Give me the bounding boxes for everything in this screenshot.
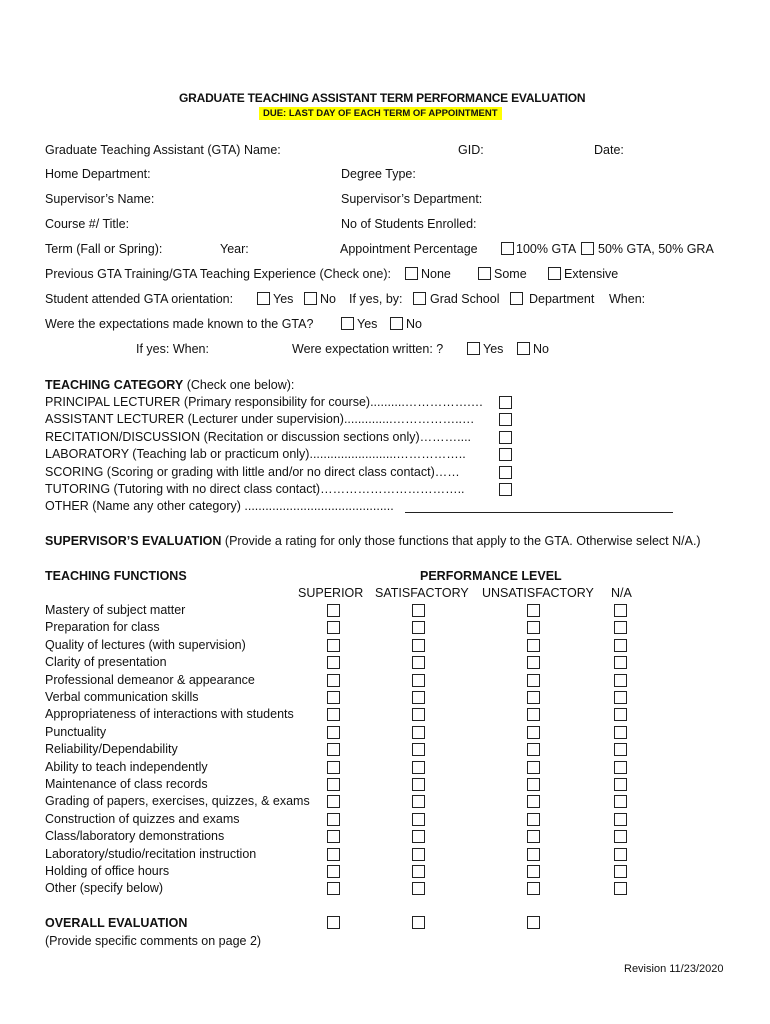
- function-item-label: Punctuality: [45, 724, 107, 739]
- orientation-no-label: No: [320, 292, 336, 306]
- function-na-checkbox[interactable]: [614, 743, 627, 756]
- function-unsatisfactory-checkbox[interactable]: [527, 639, 540, 652]
- function-satisfactory-checkbox[interactable]: [412, 674, 425, 687]
- date-label: Date:: [594, 143, 624, 157]
- function-item-label: Maintenance of class records: [45, 777, 208, 791]
- term-label: Term (Fall or Spring):: [45, 242, 163, 256]
- category-item-checkbox[interactable]: [499, 483, 512, 496]
- function-satisfactory-checkbox[interactable]: [412, 778, 425, 791]
- function-satisfactory-checkbox[interactable]: [412, 604, 425, 617]
- function-superior-checkbox[interactable]: [327, 778, 340, 791]
- function-item-label: Class/laboratory demonstrations: [45, 829, 225, 844]
- expectations-known-label: Were the expectations made known to the GTA?: [45, 317, 314, 331]
- function-item-label: Clarity of presentation: [45, 655, 167, 670]
- orientation-no-checkbox[interactable]: [304, 292, 317, 305]
- course-title-label: Course #/ Title:: [45, 217, 130, 231]
- degree-type-label: Degree Type:: [341, 167, 416, 181]
- function-na-checkbox[interactable]: [614, 761, 627, 774]
- training-extensive-label: Extensive: [564, 267, 619, 281]
- function-superior-checkbox[interactable]: [327, 761, 340, 774]
- function-na-checkbox[interactable]: [614, 708, 627, 721]
- function-na-checkbox[interactable]: [614, 795, 627, 808]
- function-satisfactory-checkbox[interactable]: [412, 726, 425, 739]
- category-item-label: LABORATORY (Teaching lab or practicum only).........................……………..: [45, 447, 466, 462]
- function-superior-checkbox[interactable]: [327, 604, 340, 617]
- expectations-no-checkbox[interactable]: [390, 317, 403, 330]
- function-na-checkbox[interactable]: [614, 882, 627, 895]
- category-item-checkbox[interactable]: [499, 448, 512, 461]
- due-notice: [259, 108, 502, 119]
- teaching-category-note: (Check one below):: [186, 378, 295, 392]
- department-checkbox[interactable]: [510, 292, 523, 305]
- supervisor-eval-heading: [45, 534, 701, 548]
- function-superior-checkbox[interactable]: [327, 795, 340, 808]
- expectations-yes-label: Yes: [357, 317, 378, 331]
- training-some-label: Some: [494, 267, 527, 281]
- function-unsatisfactory-checkbox[interactable]: [527, 882, 540, 895]
- gid-label: GID:: [458, 143, 484, 157]
- function-na-checkbox[interactable]: [614, 813, 627, 826]
- revision-date: Revision 11/23/2020: [624, 963, 724, 975]
- if-yes-by-label: If yes, by:: [349, 292, 403, 306]
- written-no-checkbox[interactable]: [517, 342, 530, 355]
- function-superior-checkbox[interactable]: [327, 691, 340, 704]
- function-superior-checkbox[interactable]: [327, 621, 340, 634]
- function-na-checkbox[interactable]: [614, 865, 627, 878]
- function-item-label: Construction of quizzes and exams: [45, 811, 240, 826]
- function-item-label: Appropriateness of interactions with students: [45, 707, 294, 722]
- function-item-label: Holding of office hours: [45, 864, 170, 878]
- function-item-label: Verbal communication skills: [45, 690, 199, 704]
- function-unsatisfactory-checkbox[interactable]: [527, 708, 540, 721]
- supervisor-eval-note: (Provide a rating for only those functions that apply to the GTA. Otherwise select N/A.): [224, 534, 701, 548]
- appointment-100-label: 100% GTA: [516, 242, 577, 256]
- function-item-label: Professional demeanor & appearance: [45, 672, 255, 687]
- function-satisfactory-checkbox[interactable]: [412, 882, 425, 895]
- function-na-checkbox[interactable]: [614, 848, 627, 861]
- students-enrolled-label: No of Students Enrolled:: [341, 217, 477, 231]
- function-superior-checkbox[interactable]: [327, 882, 340, 895]
- category-item-label: SCORING (Scoring or grading with little and/or no direct class contact)……: [45, 464, 460, 479]
- teaching-functions-heading: TEACHING FUNCTIONS: [45, 569, 187, 583]
- function-unsatisfactory-checkbox[interactable]: [527, 813, 540, 826]
- function-superior-checkbox[interactable]: [327, 639, 340, 652]
- orientation-yes-label: Yes: [273, 292, 294, 306]
- overall-satisfactory-checkbox[interactable]: [412, 916, 425, 929]
- function-satisfactory-checkbox[interactable]: [412, 639, 425, 652]
- col-na-header: N/A: [611, 586, 632, 600]
- function-superior-checkbox[interactable]: [327, 743, 340, 756]
- expectations-no-label: No: [406, 317, 422, 331]
- appointment-percentage-label: Appointment Percentage: [340, 242, 478, 256]
- appointment-100-checkbox[interactable]: [501, 242, 514, 255]
- training-some-checkbox[interactable]: [478, 267, 491, 280]
- function-item-label: Laboratory/studio/recitation instruction: [45, 846, 257, 861]
- orientation-yes-checkbox[interactable]: [257, 292, 270, 305]
- department-label: Department: [529, 292, 595, 306]
- overall-evaluation-note: (Provide specific comments on page 2): [45, 934, 262, 948]
- function-unsatisfactory-checkbox[interactable]: [527, 795, 540, 808]
- function-na-checkbox[interactable]: [614, 604, 627, 617]
- function-na-checkbox[interactable]: [614, 830, 627, 843]
- function-na-checkbox[interactable]: [614, 639, 627, 652]
- function-unsatisfactory-checkbox[interactable]: [527, 656, 540, 669]
- function-unsatisfactory-checkbox[interactable]: [527, 743, 540, 756]
- function-unsatisfactory-checkbox[interactable]: [527, 674, 540, 687]
- category-item-checkbox[interactable]: [499, 431, 512, 444]
- written-yes-checkbox[interactable]: [467, 342, 480, 355]
- category-item-checkbox[interactable]: [499, 466, 512, 479]
- training-extensive-checkbox[interactable]: [548, 267, 561, 280]
- function-superior-checkbox[interactable]: [327, 656, 340, 669]
- function-superior-checkbox[interactable]: [327, 865, 340, 878]
- col-superior-header: SUPERIOR: [298, 586, 364, 600]
- function-item-label: Grading of papers, exercises, quizzes, & exams: [45, 794, 310, 809]
- function-item-label: Ability to teach independently: [45, 759, 208, 774]
- overall-unsatisfactory-checkbox[interactable]: [527, 916, 540, 929]
- function-na-checkbox[interactable]: [614, 674, 627, 687]
- function-unsatisfactory-checkbox[interactable]: [527, 865, 540, 878]
- function-na-checkbox[interactable]: [614, 726, 627, 739]
- function-unsatisfactory-checkbox[interactable]: [527, 830, 540, 843]
- function-satisfactory-checkbox[interactable]: [412, 708, 425, 721]
- category-item-label: ASSISTANT LECTURER (Lecturer under supervision)..............……………..…: [45, 412, 475, 427]
- performance-level-heading: PERFORMANCE LEVEL: [420, 569, 562, 583]
- function-superior-checkbox[interactable]: [327, 848, 340, 861]
- function-satisfactory-checkbox[interactable]: [412, 830, 425, 843]
- overall-evaluation-heading: OVERALL EVALUATION: [45, 916, 188, 930]
- supervisor-department-label: Supervisor’s Department:: [341, 192, 483, 206]
- appointment-50-label: 50% GTA, 50% GRA: [598, 242, 714, 256]
- function-unsatisfactory-checkbox[interactable]: [527, 726, 540, 739]
- function-unsatisfactory-checkbox[interactable]: [527, 761, 540, 774]
- function-superior-checkbox[interactable]: [327, 830, 340, 843]
- orientation-label: Student attended GTA orientation:: [45, 292, 234, 306]
- form-title: GRADUATE TEACHING ASSISTANT TERM PERFORMANCE EVALUATION: [179, 91, 586, 105]
- function-na-checkbox[interactable]: [614, 656, 627, 669]
- function-unsatisfactory-checkbox[interactable]: [527, 778, 540, 791]
- grad-school-label: Grad School: [430, 292, 500, 306]
- other-category-line: [405, 512, 673, 513]
- training-none-checkbox[interactable]: [405, 267, 418, 280]
- supervisor-name-label: Supervisor’s Name:: [45, 192, 155, 206]
- function-satisfactory-checkbox[interactable]: [412, 865, 425, 878]
- home-department-label: Home Department:: [45, 167, 151, 181]
- function-item-label: Quality of lectures (with supervision): [45, 637, 246, 652]
- function-superior-checkbox[interactable]: [327, 674, 340, 687]
- function-unsatisfactory-checkbox[interactable]: [527, 604, 540, 617]
- category-item-label: PRINCIPAL LECTURER (Primary responsibility for course)..........…………….…: [45, 395, 484, 409]
- function-unsatisfactory-checkbox[interactable]: [527, 848, 540, 861]
- function-item-label: Mastery of subject matter: [45, 603, 186, 617]
- category-item-checkbox[interactable]: [499, 396, 512, 409]
- function-item-label: Reliability/Dependability: [45, 742, 178, 757]
- function-satisfactory-checkbox[interactable]: [412, 761, 425, 774]
- function-satisfactory-checkbox[interactable]: [412, 656, 425, 669]
- function-unsatisfactory-checkbox[interactable]: [527, 621, 540, 634]
- function-superior-checkbox[interactable]: [327, 726, 340, 739]
- function-na-checkbox[interactable]: [614, 621, 627, 634]
- function-unsatisfactory-checkbox[interactable]: [527, 691, 540, 704]
- supervisor-eval-title: SUPERVISOR’S EVALUATION: [45, 534, 222, 548]
- function-item-label: Preparation for class: [45, 620, 160, 635]
- written-yes-label: Yes: [483, 342, 504, 356]
- function-superior-checkbox[interactable]: [327, 813, 340, 826]
- col-unsatisfactory-header: UNSATISFACTORY: [482, 586, 594, 600]
- col-satisfactory-header: SATISFACTORY: [375, 586, 469, 600]
- function-satisfactory-checkbox[interactable]: [412, 691, 425, 704]
- training-none-label: None: [421, 267, 451, 281]
- function-superior-checkbox[interactable]: [327, 708, 340, 721]
- category-item-label: OTHER (Name any other category) ...........................................: [45, 499, 394, 514]
- orientation-when-label: When:: [609, 292, 646, 306]
- function-na-checkbox[interactable]: [614, 778, 627, 791]
- previous-training-label: Previous GTA Training/GTA Teaching Experience (Check one):: [45, 267, 392, 281]
- grad-school-checkbox[interactable]: [413, 292, 426, 305]
- if-yes-when-label: If yes: When:: [136, 342, 209, 356]
- gta-name-label: Graduate Teaching Assistant (GTA) Name:: [45, 143, 281, 157]
- category-item-label: RECITATION/DISCUSSION (Recitation or discussion sections only)………....: [45, 429, 472, 444]
- overall-superior-checkbox[interactable]: [327, 916, 340, 929]
- function-satisfactory-checkbox[interactable]: [412, 848, 425, 861]
- function-item-label: Other (specify below): [45, 881, 164, 896]
- expectation-written-label: Were expectation written: ?: [292, 342, 444, 356]
- expectations-yes-checkbox[interactable]: [341, 317, 354, 330]
- category-item-checkbox[interactable]: [499, 413, 512, 426]
- teaching-category-title: TEACHING CATEGORY: [45, 378, 184, 392]
- function-satisfactory-checkbox[interactable]: [412, 813, 425, 826]
- function-satisfactory-checkbox[interactable]: [412, 795, 425, 808]
- category-item-label: TUTORING (Tutoring with no direct class contact)……………………………..: [45, 482, 465, 496]
- appointment-50-checkbox[interactable]: [581, 242, 594, 255]
- due-highlight: DUE: LAST DAY OF EACH TERM OF APPOINTMENT: [259, 107, 502, 120]
- function-satisfactory-checkbox[interactable]: [412, 621, 425, 634]
- teaching-category-heading: [45, 378, 294, 392]
- year-label: Year:: [220, 242, 249, 256]
- function-satisfactory-checkbox[interactable]: [412, 743, 425, 756]
- function-na-checkbox[interactable]: [614, 691, 627, 704]
- written-no-label: No: [533, 342, 549, 356]
